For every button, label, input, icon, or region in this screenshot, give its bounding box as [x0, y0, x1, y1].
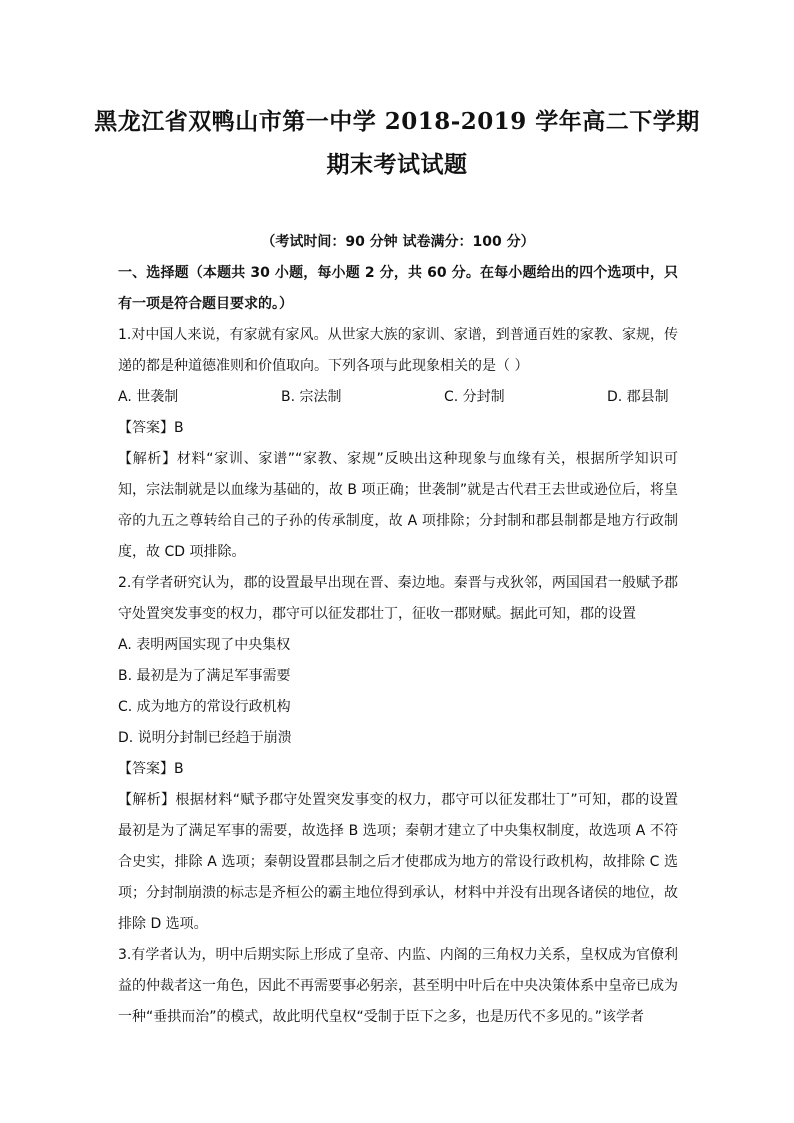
question-2-option-a: A. 表明两国实现了中央集权	[118, 637, 291, 653]
question-3-stem: 3.有学者认为，明中后期实际上形成了皇帝、内监、内阁的三角权力关系，皇权成为官僚利益的仲裁者这一角色，因此不再需要事必躬亲，甚至明中叶后在中央决策体系中皇帝已成为一种“垂拱而治”的模式，故此明代皇权“受制于臣下之多，也是历代不多见的。”该学者	[118, 947, 678, 1025]
question-2-analysis	[118, 785, 678, 940]
question-2-option-d: D. 说明分封制已经趋于崩溃	[118, 730, 292, 746]
analysis-tag: 【解析】	[118, 451, 177, 467]
exam-info: （考试时间：90 分钟 试卷满分：100 分）	[261, 234, 535, 250]
section-heading: 一、选择题（本题共 30 小题，每小题 2 分，共 60 分。在每小题给出的四个选项中，只有一项是符合题目要求的。）	[118, 265, 678, 312]
analysis-tag: 【解析】	[118, 792, 176, 808]
answer-tag: 【答案】	[118, 420, 174, 436]
question-1-answer	[118, 413, 678, 444]
analysis-text: 材料“家训、家谱”“家教、家规”反映出这种现象与血缘有关，根据所学知识可知，宗法制就是以血缘为基础的，故 B 项正确；世袭制”就是古代君王去世或逊位后，将皇帝的九五之尊转给自己的子孙的传承制度，故 A 项排除；分封制和郡县制都是地方行政制度，故 CD 项排除。	[118, 451, 678, 560]
question-1-option-c: C. 分封制	[444, 389, 505, 405]
document-subtitle: 期末考试试题	[326, 151, 468, 178]
document-title: 黑龙江省双鸭山市第一中学 2018-2019 学年高二下学期	[94, 108, 700, 135]
question-1-option-b: B. 宗法制	[281, 389, 342, 405]
question-2-stem: 2.有学者研究认为，郡的设置最早出现在晋、秦边地。秦晋与戎狄邻，两国国君一般赋予郡守处置突发事变的权力，郡守可以征发郡壮丁，征收一郡财赋。据此可知，郡的设置	[118, 575, 678, 622]
question-1-option-d: D. 郡县制	[607, 389, 669, 405]
question-1-options	[118, 382, 678, 413]
answer-tag: 【答案】	[118, 761, 174, 777]
analysis-text: 根据材料“赋予郡守处置突发事变的权力，郡守可以征发郡壮丁”可知，郡的设置最初是为了满足军事的需要，故选择 B 选项；秦朝才建立了中央集权制度，故选项 A 不符合史实，排除 A 选项；秦朝设置郡县制之后才使郡成为地方的常设行政机构，故排除 C 选项；分封制崩溃的标志是齐桓公的霸主地位得到承认，材料中并没有出现各诸侯的地位，故排除 D 选项。	[118, 792, 678, 932]
question-2-answer	[118, 754, 678, 785]
question-2-option-b: B. 最初是为了满足军事需要	[118, 668, 291, 684]
answer-value: B	[174, 761, 184, 777]
document-body	[118, 227, 678, 1033]
question-2-option-c: C. 成为地方的常设行政机构	[118, 699, 291, 715]
answer-value: B	[174, 420, 184, 436]
question-1-option-a: A. 世袭制	[118, 389, 179, 405]
question-1-stem: 1.对中国人来说，有家就有家风。从世家大族的家训、家谱，到普通百姓的家教、家规，传递的都是种道德准则和价值取向。下列各项与此现象相关的是（ ）	[118, 327, 678, 374]
question-1-analysis	[118, 444, 678, 568]
